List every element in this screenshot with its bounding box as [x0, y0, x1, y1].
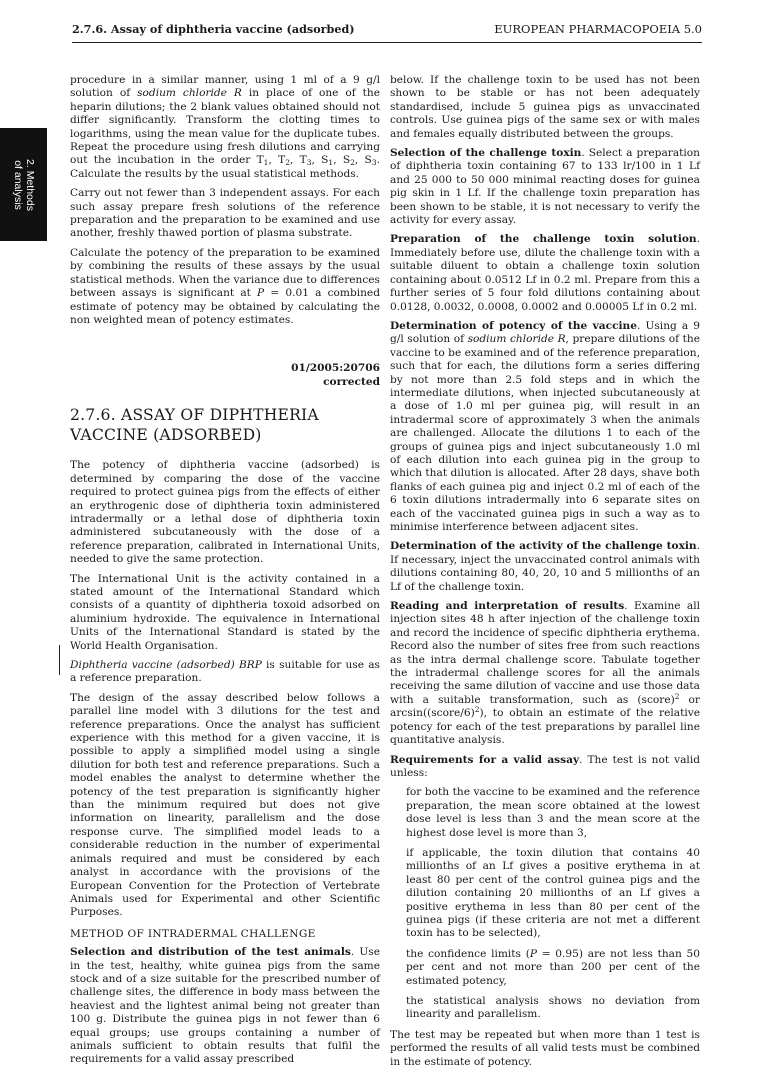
toxin-solution-paragraph: Preparation of the challenge toxin solution. Immediately before use, dilute the challenge toxin with a suitable diluent to obtain a challenge toxin solution containing about 0.0512 Lf in 0.2 ml. Prepare from this a further series of 5 four fold dilutions containing about 0.0128, 0.0032, 0.0008, 0.0002 and 0.00005 Lf in 0.2 ml. [390, 233, 700, 313]
repeat-test-paragraph: The test may be repeated but when more than 1 test is performed the results of all valid tests must be combined in the estimate of potency. [390, 1028, 700, 1068]
validity-criterion-4: the statistical analysis shows no deviation from linearity and parallelism. [406, 995, 700, 1021]
international-unit-paragraph: The International Unit is the activity contained in a stated amount of the International Standard which consists of a quantity of diphtheria toxoid adsorbed on aluminium hydroxide. The equivalence in International Units of the International Standard is stated by the World Health Organisation. [70, 572, 380, 652]
chapter-side-tab-label: 2. Methods of analysis [11, 158, 36, 211]
continued-paragraph-2: Carry out not fewer than 3 independent assays. For each such assay prepare fresh solutions of the reference preparation and the preparation to be examined and use another, freshly thawed portion of plasma substrate. [70, 187, 380, 240]
page-header [72, 20, 702, 43]
left-column [70, 74, 380, 1073]
validity-requirements-paragraph: Requirements for a valid assay. The test is not valid unless: [390, 753, 700, 779]
validity-criterion-3: the confidence limits (P = 0.95) are not less than 50 per cent and not more than 200 per cent of the estimated potency, [406, 947, 700, 987]
method-heading: METHOD OF INTRADERMAL CHALLENGE [70, 927, 316, 940]
controls-paragraph: below. If the challenge toxin to be used has not been shown to be stable or has not been adequately standardised, include 5 guinea pigs as unvaccinated controls. Use guinea pigs of the same sex or with males and females equally distributed between the groups. [390, 74, 700, 140]
validity-criterion-1: for both the vaccine to be examined and the reference preparation, the mean score obtained at the lowest dose level is less than 3 and the mean score at the highest dose level is more than 3, [406, 786, 700, 839]
continued-paragraph-1: procedure in a similar manner, using 1 ml of a 9 g/l solution of sodium chloride R in place of one of the heparin dilutions; the 2 blank values obtained should not differ significantly. Transform the clotting times to logarithms, using the mean value for the duplicate tubes. Repeat the procedure using fresh dilutions and carrying out the incubation in the order $T_1$, $T_2$, $T_3$, $S_1$, $S_2$, $S_3$. Calculate the results by the usual statistical methods. [70, 74, 381, 180]
intro-paragraph: The potency of diphtheria vaccine (adsorbed) is determined by comparing the dose of the vaccine required to protect guinea pigs from the effects of either an erythrogenic dose of diphtheria toxin administered intradermally or a lethal dose of diphtheria toxin administered subcutaneously with the dose of a reference preparation, calibrated in International Units, needed to give the same protection. [70, 459, 380, 566]
revision-bar [59, 645, 60, 675]
assay-design-paragraph: The design of the assay described below follows a parallel line model with 3 dilutions for the test and reference preparations. Once the analyst has sufficient experience with this method for a given vaccine, it is possible to apply a simplified model using a single dilution for both test and reference preparations. Such a model enables the analyst to determine whether the potency of the test preparation is significantly higher than the minimum required but does not give information on linearity, parallelism and the dose response curve. The simplified model leads to a considerable reduction in the number of experimental animals required and must be considered by each analyst in accordance with the provisions of the European Convention for the Protection of Vertebrate Animals used for Experimental and other Scientific Purposes. [70, 691, 380, 919]
right-column [390, 74, 700, 1075]
monograph-reference: 01/2005:20706 corrected [291, 362, 380, 389]
chapter-side-tab [0, 128, 47, 241]
reference-preparation-paragraph: Diphtheria vaccine (adsorbed) BRP is suitable for use as a reference preparation. [70, 659, 380, 685]
continued-paragraph-3: Calculate the potency of the preparation to be examined by combining the results of these assays by the usual statistical methods. When the variance due to differences between assays is significant at P = 0.01 a combined estimate of potency may be obtained by calculating the non weighted mean of potency estimates. [70, 246, 380, 326]
section-title: 2.7.6. ASSAY OF DIPHTHERIA VACCINE (ADSORBED) [70, 406, 319, 445]
publication-title: EUROPEAN PHARMACOPOEIA 5.0 [494, 22, 702, 36]
validity-criterion-2: if applicable, the toxin dilution that contains 40 millionths of an Lf gives a positive erythema in at least 80 per cent of the control guinea pigs and the dilution containing 20 millionths of an Lf gives a positive erythema in less than 80 per cent of the guinea pigs (if these criteria are not met a different toxin has to be selected), [406, 846, 700, 940]
selection-animals-paragraph: Selection and distribution of the test animals. Use in the test, healthy, white guinea pigs from the same stock and of a size suitable for the prescribed number of challenge sites, the difference in body mass between the heaviest and the lightest animal being not greater than 100 g. Distribute the guinea pigs in not fewer than 6 equal groups; use groups containing a number of animals sufficient to obtain results that fulfil the requirements for a valid assay prescribed [70, 946, 381, 1066]
toxin-activity-paragraph: Determination of the activity of the challenge toxin. If necessary, inject the unvaccinated control animals with dilutions containing 80, 40, 20, 10 and 5 millionths of an Lf of the challenge toxin. [390, 540, 700, 593]
potency-determination-paragraph: Determination of potency of the vaccine. Using a 9 g/l solution of sodium chloride R, prepare dilutions of the vaccine to be examined and of the reference preparation, such that for each, the dilutions form a series differing by not more than 2.5 fold steps and in which the intermediate dilutions, when injected subcutaneously at a dose of 1.0 ml per guinea pig, will result in an intradermal score of approximately 3 when the animals are challenged. Allocate the dilutions 1 to each of the groups of guinea pigs and inject subcutaneously 1.0 ml of each dilution into each guinea pig in the group to which that dilution is allocated. After 28 days, shave both flanks of each guinea pig and inject 0.2 ml of each of the 6 toxin dilutions intradermally into 6 separate sites on each of the vaccinated guinea pigs in such a way as to minimise interference between adjacent sites. [390, 319, 701, 533]
challenge-toxin-selection-paragraph: Selection of the challenge toxin. Select a preparation of diphtheria toxin containing 67 to 133 lr/100 in 1 Lf and 25 000 to 50 000 minimal reacting doses for guinea pig skin in 1 Lf. If the challenge toxin preparation has been shown to be stable, it is not necessary to verify the activity for every assay. [390, 147, 700, 227]
reading-results-paragraph: Reading and interpretation of results. Examine all injection sites 48 h after injection of the challenge toxin and record the incidence of specific diphtheria erythema. Record also the number of sites free from such reactions as the intra dermal challenge score. Tabulate together the intradermal challenge scores for all the animals receiving the same dilution of vaccine and use those data with a suitable transformation, such as (score)$^2$ or arcsin((score/6)$^2$), to obtain an estimate of the relative potency for each of the test preparations by parallel line quantitative analysis. [390, 600, 701, 747]
running-title: 2.7.6. Assay of diphtheria vaccine (adsorbed) [72, 22, 355, 36]
